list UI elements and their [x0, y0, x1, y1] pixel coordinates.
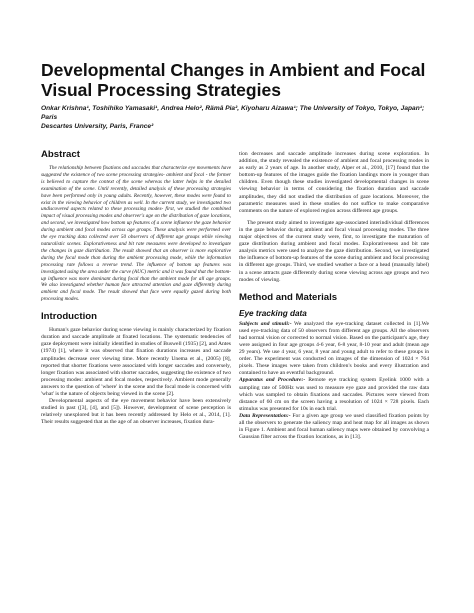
- apparatus-text: Remote eye tracking system Eyelink 1000 with a sampling rate of 500Hz was used to measure eye gaze and provided the raw data which was sampled to obtain fixations and saccades. Pictures were viewed from distance of 60 cm on the screen having a resolution of 1024 × 728 pixels. Each stimulus was presented for 10s in each trial.: [239, 377, 429, 412]
- data-representation-run-head: Data Representation:-: [239, 412, 291, 419]
- apparatus-paragraph: [239, 377, 429, 412]
- introduction-heading: Introduction: [41, 311, 97, 323]
- subjects-paragraph: [239, 321, 429, 378]
- methods-section: [239, 292, 429, 442]
- introduction-section: [41, 311, 231, 426]
- eye-tracking-heading: Eye tracking data: [239, 308, 307, 318]
- aim-paragraph: The present study aimed to investigate age-associated interindividual differences in the gaze behavior during ambient and focal visual processing modes. The three major objectives of the current study were, first, to investigate the maturation of gaze distribution during ambient and focal modes. Explorativeness and bit rate analysis metrics were used to analyze the gaze distribution. Second, we investigated the influence of bottom-up features of the scene during ambient and focal processing in different age groups. Third, we studied weather a face or a head (manually label) in a scene attracts gaze differently during scene viewing across age groups and two modes of viewing.: [239, 219, 429, 283]
- author-line-2: Descartes University, Paris, France²: [41, 123, 154, 130]
- abstract-text: The relationship between fixations and saccades that characterize eye movements have suggested the existence of two scene processing strategies- ambient and focal - the former is believed to capture the context of the scene whereas the latter helps in the detailed examination of the scene. Until recently, detailed analysis of these processing strategies have been performed only in young adults. Recently, however, these modes were found to exist in the viewing behavior of children as well. In the current study, we investigated two undiscovered aspects related to these processing modes- first, we studied the combined impact of visual processing modes and observer's age on the distribution of gaze locations, and second, we investigated how bottom up features of a scene influence the gaze behavior during ambient and focal modes across age groups. These analysis were performed over the eye tracking data collected over 50 observers of different age groups while viewing naturalistic scenes. Explorativeness and bit rate measures were developed to investigate the changes in gaze distribution. The result showed that an observer is more explorative during the focal mode than during the ambient processing mode, while the information processing rate follows a reverse trend. The influence of bottom up features was investigated using the area under the curve (AUC) metric and it was found that the bottom-up influence was more dominant during focal than the ambient mode for all age groups. We also investigated whether human face attracted attention and gaze differently during ambient and focal mode. The result showed that face were equally gazed during both processing modes.: [41, 165, 231, 303]
- apparatus-run-head: Apparatus and Procedure:-: [239, 377, 306, 384]
- methods-heading: Method and Materials: [239, 291, 338, 303]
- left-column: [41, 149, 231, 426]
- abstract-heading: Abstract: [41, 149, 80, 160]
- introduction-paragraph-continued: tion decreases and saccade amplitude increases during scene exploration. In addition, the study revealed the existence of ambient and focal processing modes in as early as 2 years of age. In another study, Alper et al., 2010, [17] found that the bottom-up features of the images guide the fixation landings more in younger than children. Even though these studies investigated developmental changes in scene viewing behavior in terms of considering the fixation duration and saccade amplitudes, they did not studied the distribution of gaze locations. Moreover, the parametric measures used in these studies do not suffice to make comparative comments on the nature of explored region across different age groups.: [239, 151, 429, 214]
- data-representation-paragraph: [239, 413, 429, 441]
- introduction-paragraph-1: Human's gaze behavior during scene viewing is mainly characterized by fixation duration and saccade amplitude at fixated locations. The systematic tendencies of gaze deployment were initially identified in studies of Buswell (1935) [2], and Antes (1974) [1], where it was observed that fixation durations increases and saccade amplitudes decrease over viewing time. More recently Unema et al., (2005) [8], reported that shorter fixations were associated with longer saccades and conversely, longer fixation was associated with shorter saccades, suggesting the existence of two processing modes: ambient and focal modes, respectively. Ambient mode generally answers to the question of 'where' in the scene and the focal mode is concerned with 'what' is the nature of objects being viewed in the scene [2].: [41, 327, 231, 397]
- abstract-section: [41, 149, 231, 303]
- introduction-paragraph-2: Developmental aspects of the eye movement behavior have been extensively studied in past ([3], [4], and [5]). However, development of scene perception is relatively unexplored but it has been recently addressed by Helo et al., 2014, [1]. Their results suggested that as the age of an observer increases, fixation dura-: [41, 398, 231, 426]
- author-block: [41, 104, 441, 131]
- subjects-run-head: Subjects and stimuli:-: [239, 320, 292, 327]
- right-column: [239, 151, 429, 441]
- introduction-continued: [239, 151, 429, 284]
- author-line-1: Onkar Krishna¹, Toshihiko Yamasaki¹, Andrea Helo², Rämä Pia², Kiyoharu Aizawa¹; The University of Tokyo, Tokyo, Japan¹; Paris: [41, 105, 425, 121]
- subjects-text: We analyzed the eye-tracking dataset collected in [1].We used eye-tracking data of 50 observers from different age groups. All the observers had normal vision or corrected to normal vision. Based on the participant's age, they were assigned in four age groups 4-6 year, 6-8 year, 8-10 year and adult (mean age 29 years). We use 4 year, 6 year, 8 year and young adult to refer to these groups in order. The experiment was conducted on images of the dimension of 1024 × 764 pixels. These images were taken from children's books and every illustration and contained to have an eventful background.: [239, 320, 429, 377]
- paper-title: Developmental Changes in Ambient and Focal Visual Processing Strategies: [41, 60, 426, 100]
- data-representation-text: For a given age group we used classified fixation points by all the observers to generate the saliency map and heat map for all images as shown in Figure 1. Ambient and focal human saliency maps were obtained by convolving a Gaussian filter across the fixation locations, as in [13].: [239, 412, 429, 441]
